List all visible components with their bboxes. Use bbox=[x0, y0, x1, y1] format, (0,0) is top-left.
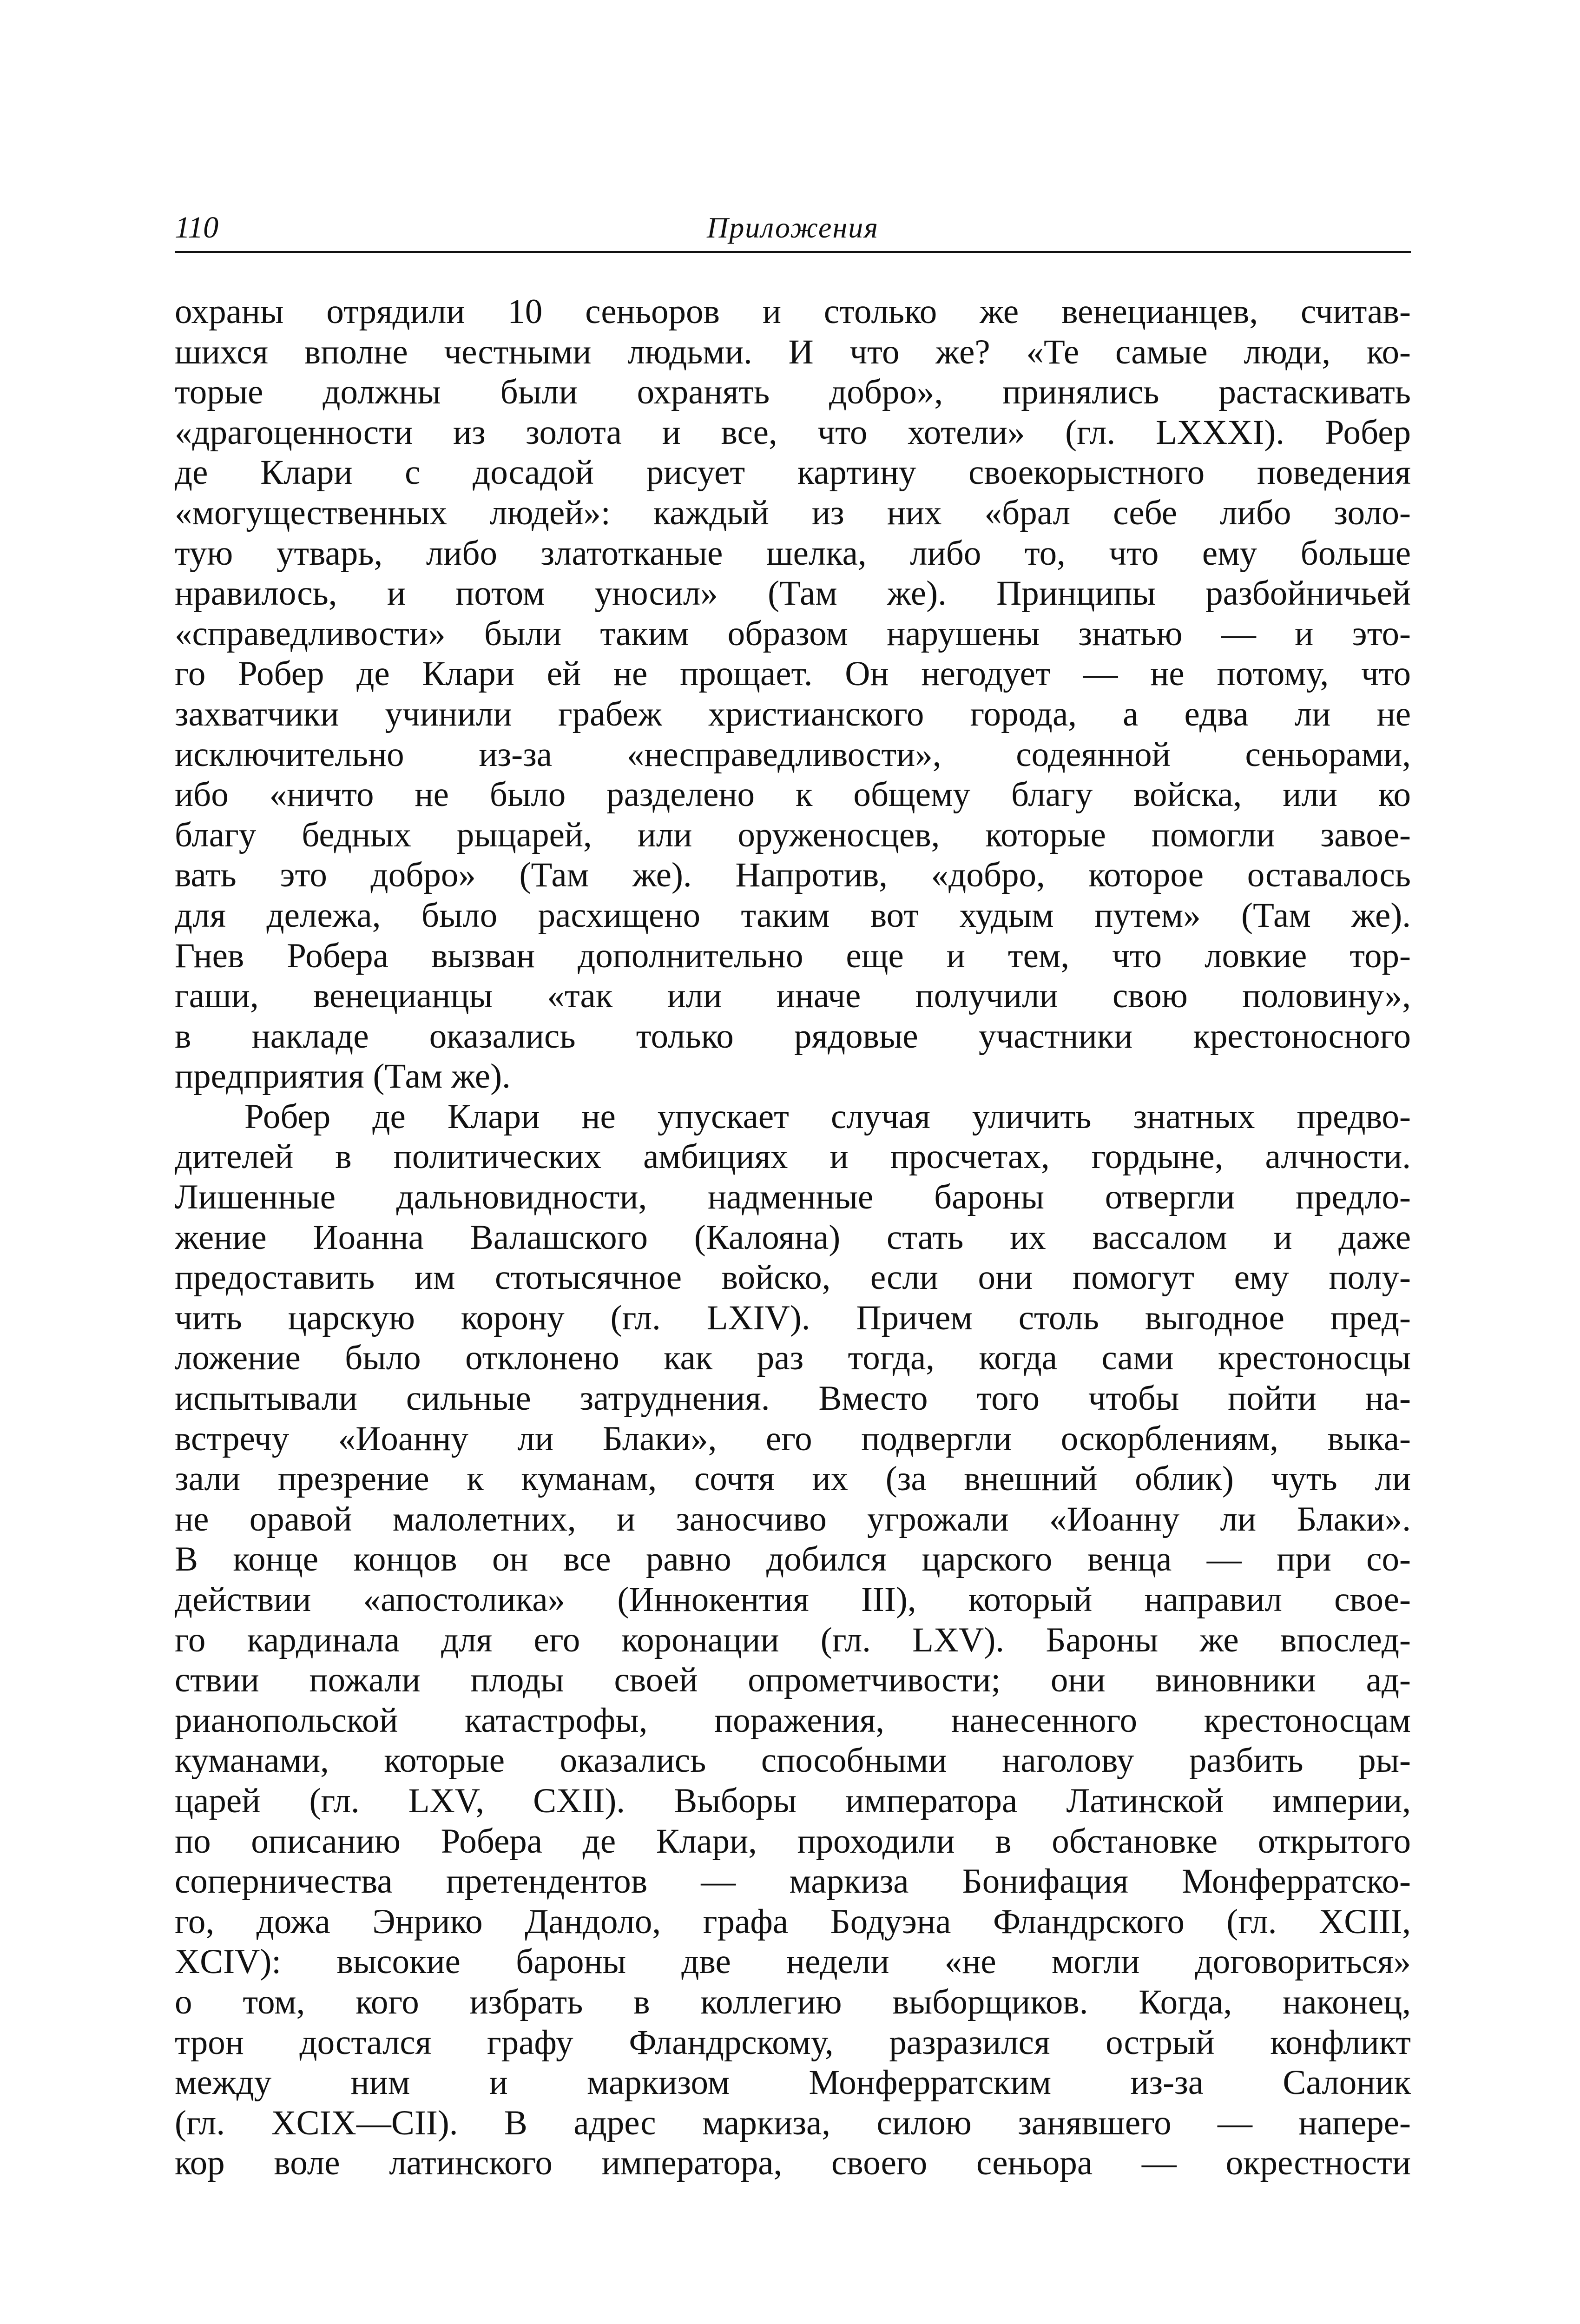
text-line: вать это добро» (Там же). Напротив, «добро, которое оставалось bbox=[175, 856, 1411, 895]
text-line: XCIV): высокие бароны две недели «не могли договориться» bbox=[175, 1942, 1411, 1981]
text-line: по описанию Робера де Клари, проходили в обстановке открытого bbox=[175, 1822, 1411, 1861]
text-line: рианопольской катастрофы, поражения, нанесенного крестоносцам bbox=[175, 1701, 1411, 1740]
paragraph-first-line: Робер де Клари не упускает случая уличить знатных предво- bbox=[244, 1097, 1411, 1136]
running-title: Приложения bbox=[707, 211, 879, 244]
text-line: шихся вполне честными людьми. И что же? «Те самые люди, ко- bbox=[175, 332, 1411, 371]
text-line: исключительно из-за «несправедливости», содеянной сеньорами, bbox=[175, 735, 1411, 774]
text-line: Гнев Робера вызван дополнительно еще и тем, что ловкие тор- bbox=[175, 936, 1411, 975]
text-line: зали презрение к куманам, сочтя их (за внешний облик) чуть ли bbox=[175, 1459, 1411, 1499]
text-line: охраны отрядили 10 сеньоров и столько же венецианцев, считав- bbox=[175, 292, 1411, 331]
text-line: Лишенные дальновидности, надменные бароны отвергли предло- bbox=[175, 1178, 1411, 1217]
text-line: трон достался графу Фландрскому, разразился острый конфликт bbox=[175, 2023, 1411, 2062]
text-line: «драгоценности из золота и все, что хотели» (гл. LXXXI). Робер bbox=[175, 413, 1411, 452]
text-line: благу бедных рыцарей, или оруженосцев, которые помогли завое- bbox=[175, 815, 1411, 854]
text-line: о том, кого избрать в коллегию выборщиков. Когда, наконец, bbox=[175, 1982, 1411, 2021]
text-line: «могущественных людей»: каждый из них «брал себе либо золо- bbox=[175, 493, 1411, 532]
text-line: ложение было отклонено как раз тогда, когда сами крестоносцы bbox=[175, 1339, 1411, 1378]
text-line: предоставить им стотысячное войско, если они помогут ему полу- bbox=[175, 1258, 1411, 1297]
text-line: ствии пожали плоды своей опрометчивости; они виновники ад- bbox=[175, 1661, 1411, 1700]
text-line: тую утварь, либо златотканые шелка, либо то, что ему больше bbox=[175, 534, 1411, 573]
page-number: 110 bbox=[175, 211, 219, 244]
text-line: В конце концов он все равно добился царского венца — при со- bbox=[175, 1540, 1411, 1579]
text-line: в накладе оказались только рядовые участники крестоносного bbox=[175, 1017, 1411, 1056]
text-line: гаши, венецианцы «так или иначе получили свою половину», bbox=[175, 977, 1411, 1016]
text-line: встречу «Иоанну ли Блаки», его подвергли оскорблениям, выка- bbox=[175, 1419, 1411, 1458]
text-line: куманами, которые оказались способными наголову разбить ры- bbox=[175, 1741, 1411, 1780]
text-line: дителей в политических амбициях и просчетах, гордыне, алчности. bbox=[175, 1137, 1411, 1176]
text-line: для дележа, было расхищено таким вот худым путем» (Там же). bbox=[175, 896, 1411, 935]
text-line: го, дожа Энрико Дандоло, графа Бодуэна Фландрского (гл. XCIII, bbox=[175, 1902, 1411, 1941]
body-text bbox=[175, 292, 1411, 2184]
text-line: соперничества претендентов — маркиза Бонифация Монферратско- bbox=[175, 1862, 1411, 1901]
text-line: жение Иоанна Валашского (Калояна) стать их вассалом и даже bbox=[175, 1218, 1411, 1257]
text-line: испытывали сильные затруднения. Вместо того чтобы пойти на- bbox=[175, 1379, 1411, 1418]
text-line: захватчики учинили грабеж христианского города, а едва ли не bbox=[175, 694, 1411, 733]
text-line: между ним и маркизом Монферратским из-за Салоник bbox=[175, 2063, 1411, 2102]
text-line: го Робер де Клари ей не прощает. Он негодует — не потому, что bbox=[175, 654, 1411, 693]
page-header bbox=[175, 205, 1411, 253]
paragraph-end-line: предприятия (Там же). bbox=[175, 1057, 511, 1096]
text-line: торые должны были охранять добро», принялись растаскивать bbox=[175, 373, 1411, 412]
text-line: де Клари с досадой рисует картину своекорыстного поведения bbox=[175, 453, 1411, 492]
text-line: го кардинала для его коронации (гл. LXV). Бароны же впослед- bbox=[175, 1620, 1411, 1659]
text-line: царей (гл. LXV, CXII). Выборы императора Латинской империи, bbox=[175, 1781, 1411, 1820]
text-line: (гл. XCIX—CII). В адрес маркиза, силою занявшего — напере- bbox=[175, 2103, 1411, 2142]
text-line: действии «апостолика» (Иннокентия III), который направил свое- bbox=[175, 1580, 1411, 1619]
text-line: не оравой малолетних, и заносчиво угрожали «Иоанну ли Блаки». bbox=[175, 1499, 1411, 1538]
text-line: чить царскую корону (гл. LXIV). Причем столь выгодное пред- bbox=[175, 1298, 1411, 1337]
text-line: нравилось, и потом уносил» (Там же). Принципы разбойничьей bbox=[175, 574, 1411, 613]
text-line: «справедливости» были таким образом нарушены знатью — и это- bbox=[175, 614, 1411, 653]
text-line: ибо «ничто не было разделено к общему благу войска, или ко bbox=[175, 775, 1411, 814]
text-line: кор воле латинского императора, своего сеньора — окрестности bbox=[175, 2144, 1411, 2183]
